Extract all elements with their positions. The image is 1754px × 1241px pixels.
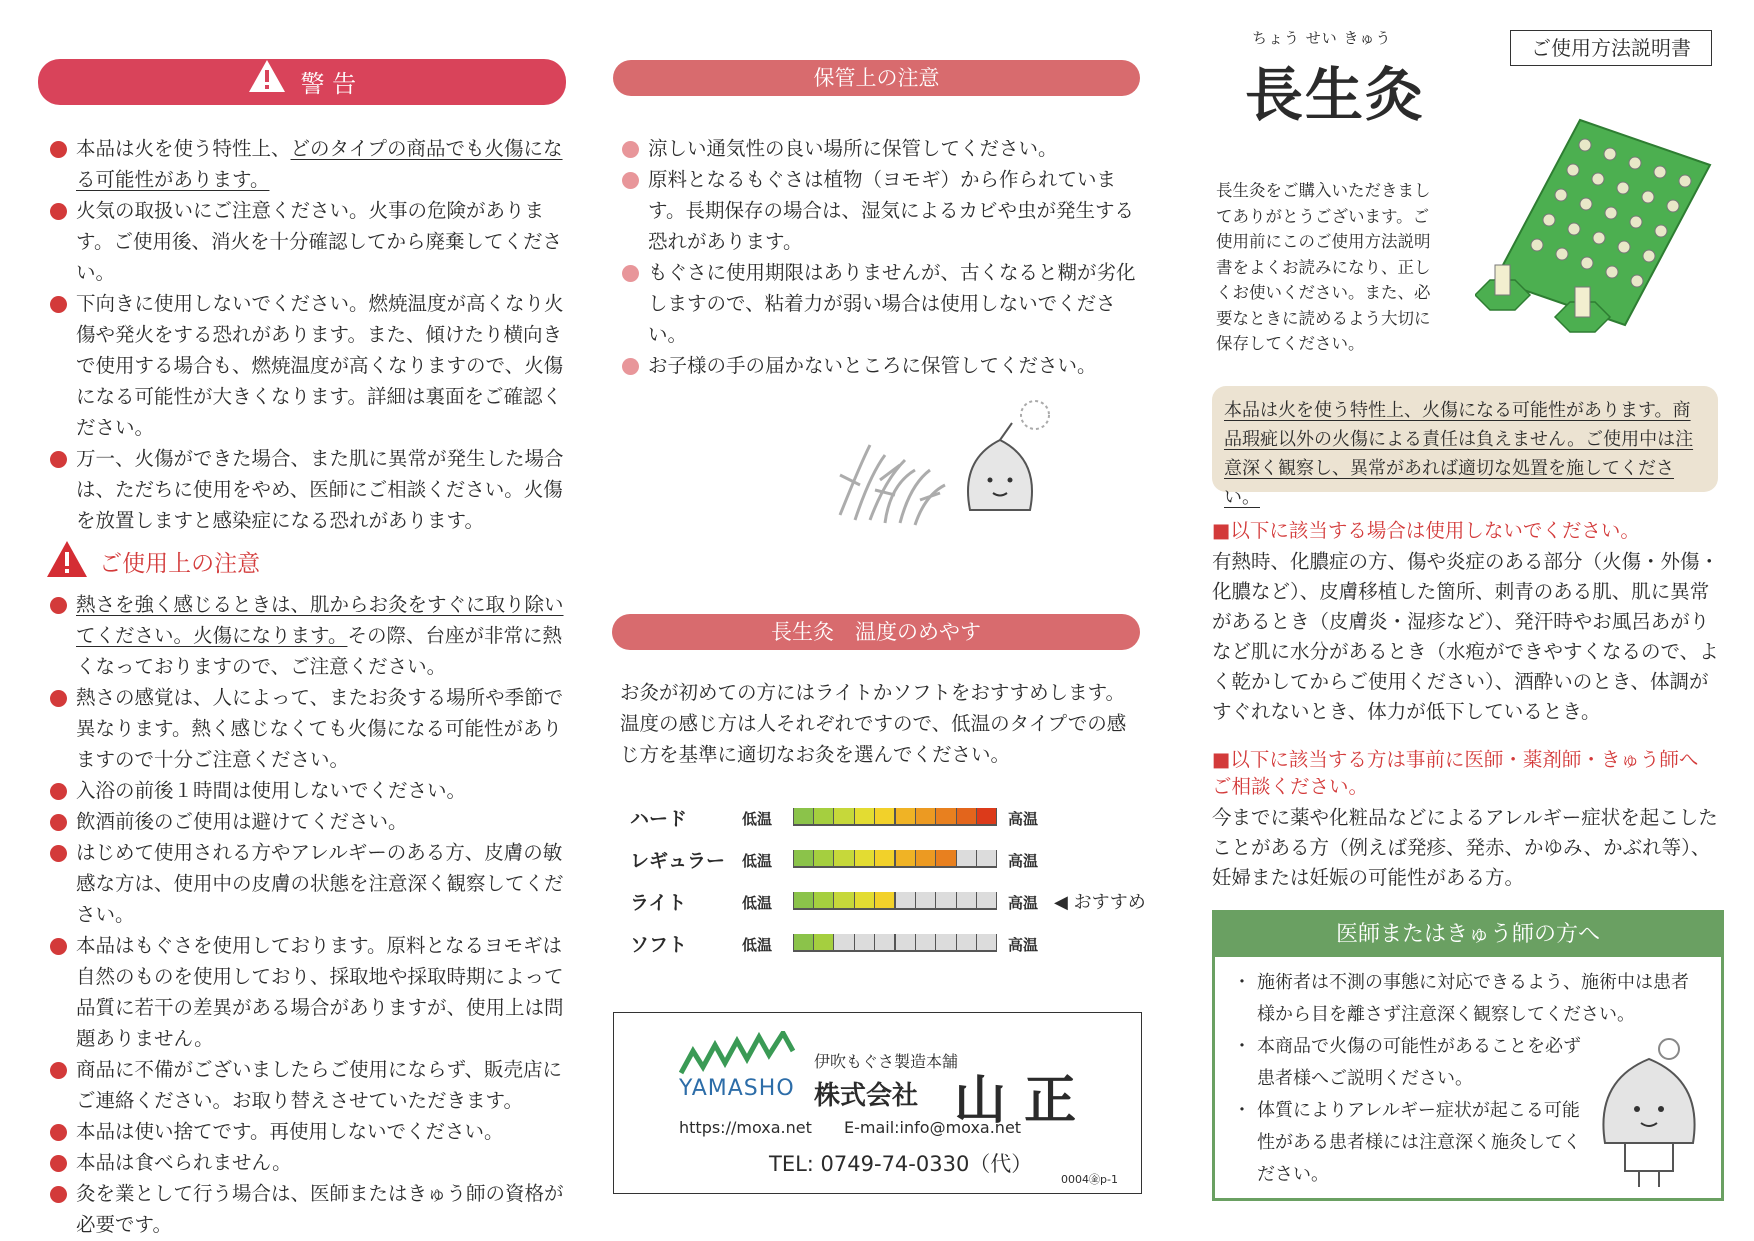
list-item: ・ 体質によりアレルギー症状が起こる可能性がある患者様には注意深く施灸してください。 [1237, 1095, 1705, 1191]
gauge-segment [855, 934, 875, 950]
high-label: 高温 [1008, 852, 1039, 870]
temp-header [612, 614, 1140, 650]
document-code: 0004㊎p-1 [1061, 1173, 1118, 1186]
list-item [46, 806, 564, 837]
temp-row-name: ライト [630, 892, 687, 914]
gauge-segment [814, 934, 834, 950]
company-tel: TEL: 0749-74-0330（代） [769, 1152, 1033, 1176]
gauge-segment [875, 934, 896, 950]
item-text: 商品に不備がございましたらご使用にならず、販売店にご連絡ください。お取り替えさせていただきます。 [76, 1058, 562, 1112]
not-use-body: 有熱時、化膿症の方、傷や炎症のある部分（火傷・外傷・化膿など）、皮膚移植した箇所、刺青のある肌、肌に異常があるとき（皮膚炎・湿疹など）、発汗時やお風呂あがりなど肌に水分があるとき（水疱ができやすくなるので、よく乾かしてからご使用ください）、酒酔いのとき、体調がすぐれないとき、体力が低下しているとき。 [1212, 550, 1720, 723]
temp-gauge [793, 934, 997, 952]
list-item [46, 930, 564, 1054]
list-item [46, 837, 564, 930]
gauge-segment [834, 892, 854, 908]
list-item [46, 589, 564, 682]
list-item [46, 1178, 564, 1240]
bullet-dot [50, 1155, 67, 1172]
item-text: 火気の取扱いにご注意ください。火事の危険があります。ご使用後、消火を十分確認してから廃棄してください。 [76, 199, 562, 284]
warning-triangle-icon [46, 540, 88, 582]
yamasho-logo-text: YAMASHO [679, 1076, 795, 1101]
temp-row [630, 844, 1150, 874]
list-item [618, 164, 1136, 257]
temp-row [630, 886, 1150, 916]
bullet-dot [50, 1062, 67, 1079]
gauge-segment [814, 892, 834, 908]
gauge-segment [793, 892, 814, 908]
gauge-segment [875, 892, 896, 908]
item-text: お子様の手の届かないところに保管してください。 [648, 354, 1097, 377]
gauge-segment [896, 850, 916, 866]
temp-row [630, 928, 1150, 958]
low-label: 低温 [742, 852, 773, 870]
item-text: 熱さの感覚は、人によって、またお灸する場所や季節で異なります。熱く感じなくても火傷になる可能性がありますので十分ご注意ください。 [76, 686, 564, 771]
professional-box [1212, 910, 1724, 1201]
item-text: 灸を業として行う場合は、医師またはきゅう師の資格が必要です。 [76, 1182, 564, 1236]
item-text: 本品は食べられません。 [76, 1151, 292, 1174]
high-label: 高温 [1008, 894, 1039, 912]
list-item [618, 133, 1136, 164]
item-text: 本品は使い捨てです。再使用しないでください。 [76, 1120, 504, 1143]
bullet-dot [50, 783, 67, 800]
low-label: 低温 [742, 894, 773, 912]
company-name: 株式会社 [814, 1081, 919, 1111]
brand-name: 長生灸 [1245, 61, 1426, 129]
gauge-segment [957, 892, 977, 908]
usage-header [46, 540, 260, 580]
gauge-segment [936, 892, 956, 908]
usage-title: ご使用上の注意 [99, 550, 261, 577]
list-item [46, 1147, 564, 1178]
bullet-dot [50, 1186, 67, 1203]
item-text: 涼しい通気性の良い場所に保管してください。 [648, 137, 1058, 160]
gauge-segment [977, 850, 997, 866]
temp-gauge [793, 850, 997, 868]
company-box [613, 1012, 1142, 1194]
temp-row-name: レギュラー [630, 850, 726, 872]
item-text: 万一、火傷ができた場合、また肌に異常が発生した場合は、ただちに使用をやめ、医師にご相談ください。火傷を放置しますと感染症になる恐れがあります。 [76, 447, 564, 532]
company-url[interactable]: https://moxa.net [679, 1118, 812, 1137]
list-item [46, 775, 564, 806]
moxa-piece-illustration [1475, 255, 1615, 335]
recommend-label: ◀ おすすめ [1054, 892, 1146, 913]
high-label: 高温 [1008, 810, 1039, 828]
gauge-segment [814, 808, 834, 824]
not-use-heading: ■以下に該当する場合は使用しないでください。 [1212, 519, 1640, 542]
gauge-segment [936, 934, 956, 950]
warning-icon [248, 59, 286, 109]
warning-header [38, 59, 566, 105]
thanks-text: 長生灸をご購入いただきましてありがとうございます。ご使用前にこのご使用方法説明書をよくお読みになり、正しくお使いください。また、必要なときに読めるよう大切に保存してください。 [1216, 181, 1431, 353]
mascot-illustration [830, 385, 1090, 535]
gauge-segment [834, 934, 854, 950]
gauge-segment [855, 850, 875, 866]
gauge-segment [957, 808, 977, 824]
list-item [46, 443, 564, 536]
storage-title: 保管上の注意 [813, 66, 940, 90]
gauge-segment [814, 850, 834, 866]
doc-label: ご使用方法説明書 [1510, 30, 1712, 66]
item-text: 原料となるもぐさは植物（ヨモギ）から作られています。長期保存の場合は、湿気によるカビや虫が発生する恐れがあります。 [648, 168, 1134, 253]
bullet-dot [622, 265, 639, 282]
item-text: 飲酒前後のご使用は避けてください。 [76, 810, 408, 833]
bullet-dot [622, 172, 639, 189]
item-text: 下向きに使用しないでください。燃焼温度が高くなり火傷や発火をする恐れがあります。また、傾けたり横向きで使用する場合も、燃焼温度が高くなりますので、火傷になる可能性が大きくなります。詳細は裏面をご確認ください。 [76, 292, 564, 439]
bullet-dot [50, 845, 67, 862]
gauge-segment [916, 892, 936, 908]
gauge-segment [834, 808, 854, 824]
bullet-dot [622, 141, 639, 158]
item-text: 本品はもぐさを使用しております。原料となるヨモギは自然のものを使用しており、採取地や採取時期によって品質に若干の差異がある場合がありますが、使用上は問題ありません。 [76, 934, 564, 1050]
gauge-segment [875, 850, 896, 866]
notice-text: 本品は火を使う特性上、火傷になる可能性があります。商品瑕疵以外の火傷による責任は負えません。ご使用中は注意深く観察し、異常があれば適切な処置を施してください。 [1224, 400, 1694, 508]
storage-list [618, 133, 1136, 381]
gauge-segment [916, 850, 936, 866]
gauge-segment [793, 850, 814, 866]
yamasho-logo [679, 1031, 799, 1101]
item-text: 本品は火を使う特性上、 [76, 137, 291, 160]
list-item [46, 195, 564, 288]
professional-title: 医師またはきゅう師の方へ [1215, 913, 1721, 957]
temp-gauge [793, 892, 997, 910]
temp-intro: お灸が初めての方にはライトかソフトをおすすめします。温度の感じ方は人それぞれですので、低温のタイプでの感じ方を基準に適切なお灸を選んでください。 [620, 681, 1127, 766]
list-item [46, 288, 564, 443]
item-text: もぐさに使用期限はありませんが、古くなると糊が劣化しますので、粘着力が弱い場合は使用しないでください。 [648, 261, 1136, 346]
bullet-dot [50, 141, 67, 158]
gauge-segment [855, 808, 875, 824]
bullet-dot [50, 296, 67, 313]
bullet-dot [50, 814, 67, 831]
storage-header [613, 60, 1140, 96]
bullet-dot [50, 597, 67, 614]
bullet-dot [50, 1124, 67, 1141]
list-item [46, 682, 564, 775]
list-item [618, 257, 1136, 350]
usage-list [46, 589, 564, 1240]
list-item [46, 1116, 564, 1147]
temp-row-name: ソフト [630, 934, 688, 956]
gauge-segment [957, 850, 977, 866]
bullet-dot [50, 451, 67, 468]
gauge-segment [936, 808, 956, 824]
item-text: はじめて使用される方やアレルギーのある方、皮膚の敏感な方は、使用中の皮膚の状態を注意深く観察してください。 [76, 841, 564, 926]
gauge-segment [896, 892, 916, 908]
low-label: 低温 [742, 936, 773, 954]
gauge-segment [977, 892, 997, 908]
company-email[interactable]: E-mail:info@moxa.net [844, 1118, 1022, 1137]
gauge-segment [793, 934, 814, 950]
gauge-segment [875, 808, 896, 824]
gauge-segment [896, 808, 916, 824]
gauge-segment [916, 934, 936, 950]
gauge-segment [855, 892, 875, 908]
item-text: その際、台座が非常に熱くなっておりますので、ご注意ください。 [76, 624, 562, 678]
temp-title: 長生灸 温度のめやす [771, 620, 981, 644]
gauge-segment [936, 850, 956, 866]
bullet-dot [50, 690, 67, 707]
bullet-dot [622, 358, 639, 375]
company-name-big: 山 正 [954, 1070, 1077, 1131]
warning-list [46, 133, 564, 536]
list-item: ・ 本商品で火傷の可能性があることを必ず患者様へご説明ください。 [1237, 1031, 1705, 1095]
underlined-text: どのタイプの商品でも火傷になる可能性があります。 [76, 137, 563, 191]
low-label: 低温 [742, 810, 773, 828]
consult-heading: ■以下に該当する方は事前に医師・薬剤師・きゅう師へご相談ください。 [1212, 748, 1699, 798]
gauge-segment [977, 934, 997, 950]
list-item [46, 1054, 564, 1116]
notice-box [1212, 386, 1718, 508]
gauge-segment [916, 808, 936, 824]
temp-row [630, 802, 1150, 832]
consult-body: 今までに薬や化粧品などによるアレルギー症状を起こしたことがある方（例えば発疹、発赤、かゆみ、かぶれ等）、妊婦または妊娠の可能性がある方。 [1212, 806, 1718, 889]
list-item [618, 350, 1136, 381]
warning-title: 警 告 [300, 70, 357, 98]
mascot-small-illustration [1587, 1031, 1715, 1191]
temp-row-name: ハード [630, 808, 688, 830]
brand-ruby: ちょう せい きゅう [1252, 29, 1392, 47]
bullet-dot [50, 203, 67, 220]
high-label: 高温 [1008, 936, 1039, 954]
gauge-segment [977, 808, 997, 824]
temp-gauge [793, 808, 997, 826]
list-item [46, 133, 564, 195]
item-text: 入浴の前後１時間は使用しないでください。 [76, 779, 467, 802]
gauge-segment [957, 934, 977, 950]
bullet-dot [50, 938, 67, 955]
gauge-segment [896, 934, 916, 950]
underlined-text: 熱さを強く感じるときは、肌からお灸をすぐに取り除いてください。火傷になります。 [76, 593, 564, 647]
list-item: ・ 施術者は不測の事態に対応できるよう、施術中は患者様から目を離さず注意深く観察してください。 [1237, 967, 1705, 1031]
gauge-segment [793, 808, 814, 824]
company-subtitle: 伊吹もぐさ製造本舗 [814, 1052, 959, 1071]
gauge-segment [834, 850, 854, 866]
